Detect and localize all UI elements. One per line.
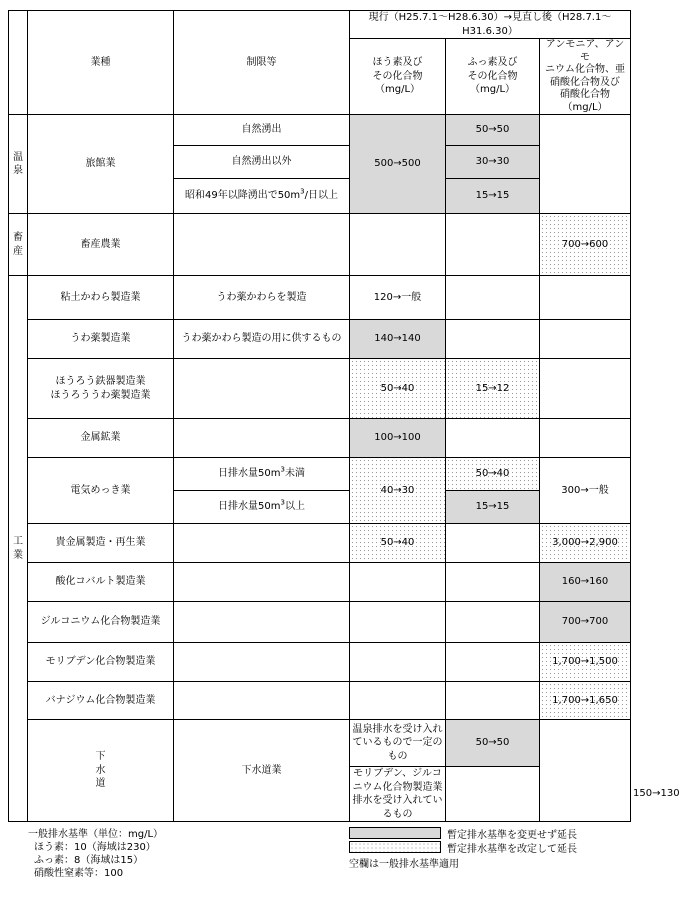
mekki-r2-text: 日排水量50m — [218, 501, 281, 513]
zirconium-fluorine — [446, 602, 540, 643]
header-ammonia-l4: 硝酸化合物 — [560, 89, 610, 100]
industry-ryokan: 旅館業 — [28, 115, 174, 214]
industry-zirconium: ジルコニウム化合物製造業 — [28, 602, 174, 643]
category-chikusan-c2: 産 — [13, 245, 23, 257]
ryokan-r3-text: 昭和49年以降湧出で50m — [184, 190, 301, 202]
category-onsen — [9, 115, 28, 214]
zirconium-ammonia: 700→700 — [540, 602, 631, 643]
cobalt-restriction — [174, 563, 350, 602]
category-onsen-c1: 温 — [13, 151, 23, 163]
cobalt-boron — [350, 563, 446, 602]
industry-vanadium: バナジウム化合物製造業 — [28, 682, 174, 720]
kinzoku-fluorine — [446, 419, 540, 458]
kikinzoku-boron: 50→40 — [350, 524, 446, 563]
nendo-fluorine — [446, 276, 540, 320]
general-fluorine: ふっ素：8（海域は15） — [34, 855, 144, 866]
mekki-boron: 40→30 — [350, 458, 446, 524]
mekki-ammonia: 300→一般 — [540, 458, 631, 524]
kinzoku-restriction — [174, 419, 350, 458]
category-kogyo-c2: 業 — [13, 549, 23, 561]
header-ammonia-l2: ニウム化合物、亜 — [545, 64, 625, 75]
industry-nendo: 粘土かわら製造業 — [28, 276, 174, 320]
header-ammonia — [540, 39, 631, 115]
standards-table: 業種 制限等 現行（H25.7.1～H28.6.30）→見直し後（H28.7.1～H31.6.30） ほう素及び その化合物 （mg/L） ふっ素及び その化合物 （mg/L） アンモニア、アンモ ニウム化合物、亜 硝酸化合物及び 硝酸化合物 （mg/L） 温 泉 旅館業 自然湧出 500→500 50→50 自然湧出以外 30→30 昭和49年以降湧出で$50m^3/$日以上 15→15 畜 産 畜産農業 700→600 工 業 粘土かわら製造業 うわ薬かわらを製造 120→一般 うわ薬製造業 うわ薬かわら製造の用に供するもの 140→140 ほうろう鉄器製造業 ほうろううわ薬製造業 50→40 15→12 金属鉱業 100→100 電気めっき業 日排水量$50m^3$未満 40→30 50→40 300→一般 日排水量$50m^3$以上 15→15 貴金属製造・再生業 50→40 3,000→2,900 酸化コバルト製造業 160→160 ジルコニウム化合物製造業 700→700 モリブデン化合物製造業 1,700→1,500 バナジウム化合物製造業 1,700→1,650 下 水 道 下水道業 温泉排水を受け入れているもので一定のもの 50→50 モリブデン、ジルコニウム化合物製造業排水を受け入れているもの 150→130 — [8, 10, 631, 822]
gesuido-boron-2 — [446, 767, 540, 822]
horou-industry-1: ほうろう鉄器製造業 — [55, 376, 146, 387]
header-period: 現行（H25.7.1～H28.6.30）→見直し後（H28.7.1～H31.6.30） — [350, 11, 631, 39]
nendo-restriction: うわ薬かわらを製造 — [174, 276, 350, 320]
mekki-fluorine-1: 50→40 — [446, 458, 540, 491]
shading-legend — [349, 826, 577, 870]
industry-mekki: 電気めっき業 — [28, 458, 174, 524]
kinzoku-ammonia — [540, 419, 631, 458]
molybdenum-restriction — [174, 643, 350, 682]
zirconium-boron — [350, 602, 446, 643]
uwagusuri-restriction: うわ薬かわら製造の用に供するもの — [174, 320, 350, 359]
general-standards-legend — [28, 828, 163, 880]
category-gesuido — [28, 720, 174, 822]
chikusan-fluorine — [446, 214, 540, 276]
mekki-r1-post: 未満 — [284, 468, 305, 480]
header-ammonia-l5: （mg/L） — [562, 101, 608, 113]
kinzoku-boron: 100→100 — [350, 419, 446, 458]
zirconium-restriction — [174, 602, 350, 643]
legend-gray-label: 暫定排水基準を変更せず延長 — [447, 829, 577, 841]
legend-blank-note: 空欄は一般排水基準適用 — [349, 859, 459, 870]
industry-uwagusuri: うわ薬製造業 — [28, 320, 174, 359]
legend-dot-swatch — [349, 841, 441, 853]
cobalt-fluorine — [446, 563, 540, 602]
header-boron — [350, 39, 446, 115]
horou-ammonia — [540, 359, 631, 419]
industry-gesuido: 下水道業 — [174, 720, 350, 822]
general-standards-title: 一般排水基準（単位：mg/L） — [28, 829, 164, 840]
ryokan-fluorine-2: 30→30 — [446, 146, 540, 179]
horou-restriction — [174, 359, 350, 419]
molybdenum-ammonia: 1,700→1,500 — [540, 643, 631, 682]
category-gesuido-c2: 水 — [95, 764, 106, 776]
nendo-ammonia — [540, 276, 631, 320]
gesuido-boron: 50→50 — [446, 720, 540, 767]
industry-kinzoku: 金属鉱業 — [28, 419, 174, 458]
category-gesuido-c1: 下 — [95, 751, 106, 763]
header-boron-l3: （mg/L） — [374, 84, 421, 96]
mekki-r1-sup: 3 — [280, 465, 285, 474]
gesuido-fluorine — [540, 720, 631, 822]
header-fluorine-l2: その化合物 — [467, 70, 518, 82]
uwagusuri-ammonia — [540, 320, 631, 359]
legend-dot-label: 暫定排水基準を改定して延長 — [447, 843, 577, 855]
uwagusuri-boron: 140→140 — [350, 320, 446, 359]
chikusan-boron — [350, 214, 446, 276]
molybdenum-fluorine — [446, 643, 540, 682]
header-boron-l1: ほう素及び — [372, 57, 423, 69]
vanadium-fluorine — [446, 682, 540, 720]
legend-gray-swatch — [349, 827, 441, 839]
ryokan-restriction-1: 自然湧出 — [174, 115, 350, 146]
general-boron: ほう素：10（海域は230） — [34, 842, 156, 853]
header-boron-l2: その化合物 — [372, 70, 423, 82]
header-blank — [9, 11, 28, 115]
kikinzoku-ammonia: 3,000→2,900 — [540, 524, 631, 563]
ryokan-restriction-3 — [174, 179, 350, 214]
cobalt-ammonia: 160→160 — [540, 563, 631, 602]
horou-industry-2: ほうろううわ薬製造業 — [50, 389, 151, 401]
industry-kikinzoku: 貴金属製造・再生業 — [28, 524, 174, 563]
category-kogyo — [9, 276, 28, 822]
header-fluorine — [446, 39, 540, 115]
ryokan-ammonia — [540, 115, 631, 214]
mekki-r2-sup: 3 — [280, 498, 285, 507]
mekki-r2-post: 以上 — [284, 501, 305, 513]
category-chikusan — [9, 214, 28, 276]
kikinzoku-fluorine — [446, 524, 540, 563]
ryokan-restriction-2: 自然湧出以外 — [174, 146, 350, 179]
horou-fluorine: 15→12 — [446, 359, 540, 419]
chikusan-ammonia: 700→600 — [540, 214, 631, 276]
category-chikusan-c1: 畜 — [13, 232, 23, 243]
gesuido-restriction-2: モリブデン、ジルコニウム化合物製造業排水を受け入れているもの — [350, 767, 446, 822]
general-nitrate: 硝酸性窒素等：100 — [34, 868, 124, 879]
category-gesuido-c3: 道 — [95, 778, 106, 790]
category-onsen-c2: 泉 — [13, 165, 23, 176]
mekki-r1-text: 日排水量50m — [218, 468, 281, 480]
ryokan-boron: 500→500 — [350, 115, 446, 214]
vanadium-ammonia: 1,700→1,650 — [540, 682, 631, 720]
gesuido-restriction-1: 温泉排水を受け入れているもので一定のもの — [350, 720, 446, 767]
kikinzoku-restriction — [174, 524, 350, 563]
category-kogyo-c1: 工 — [13, 536, 23, 547]
ryokan-fluorine-3: 15→15 — [446, 179, 540, 214]
industry-molybdenum: モリブデン化合物製造業 — [28, 643, 174, 682]
vanadium-restriction — [174, 682, 350, 720]
industry-horou — [28, 359, 174, 419]
ryokan-fluorine-1: 50→50 — [446, 115, 540, 146]
legend-dot-row — [349, 840, 577, 854]
legend-gray-row — [349, 826, 577, 840]
molybdenum-boron — [350, 643, 446, 682]
nendo-boron: 120→一般 — [350, 276, 446, 320]
uwagusuri-fluorine — [446, 320, 540, 359]
mekki-restriction-2 — [174, 491, 350, 524]
header-restriction: 制限等 — [174, 11, 350, 115]
header-industry: 業種 — [28, 11, 174, 115]
header-fluorine-l3: （mg/L） — [469, 84, 516, 96]
industry-chikusan: 畜産農業 — [28, 214, 174, 276]
horou-boron: 50→40 — [350, 359, 446, 419]
ryokan-r3-sup: 3 — [300, 187, 305, 196]
mekki-fluorine-2: 15→15 — [446, 491, 540, 524]
mekki-restriction-1 — [174, 458, 350, 491]
ryokan-r3-post: /日以上 — [304, 190, 339, 202]
vanadium-boron — [350, 682, 446, 720]
header-fluorine-l1: ふっ素及び — [467, 57, 518, 69]
header-ammonia-l1: アンモニア、アンモ — [545, 39, 625, 63]
header-ammonia-l3: 硝酸化合物及び — [550, 76, 620, 88]
industry-cobalt: 酸化コバルト製造業 — [28, 563, 174, 602]
chikusan-restriction — [174, 214, 350, 276]
